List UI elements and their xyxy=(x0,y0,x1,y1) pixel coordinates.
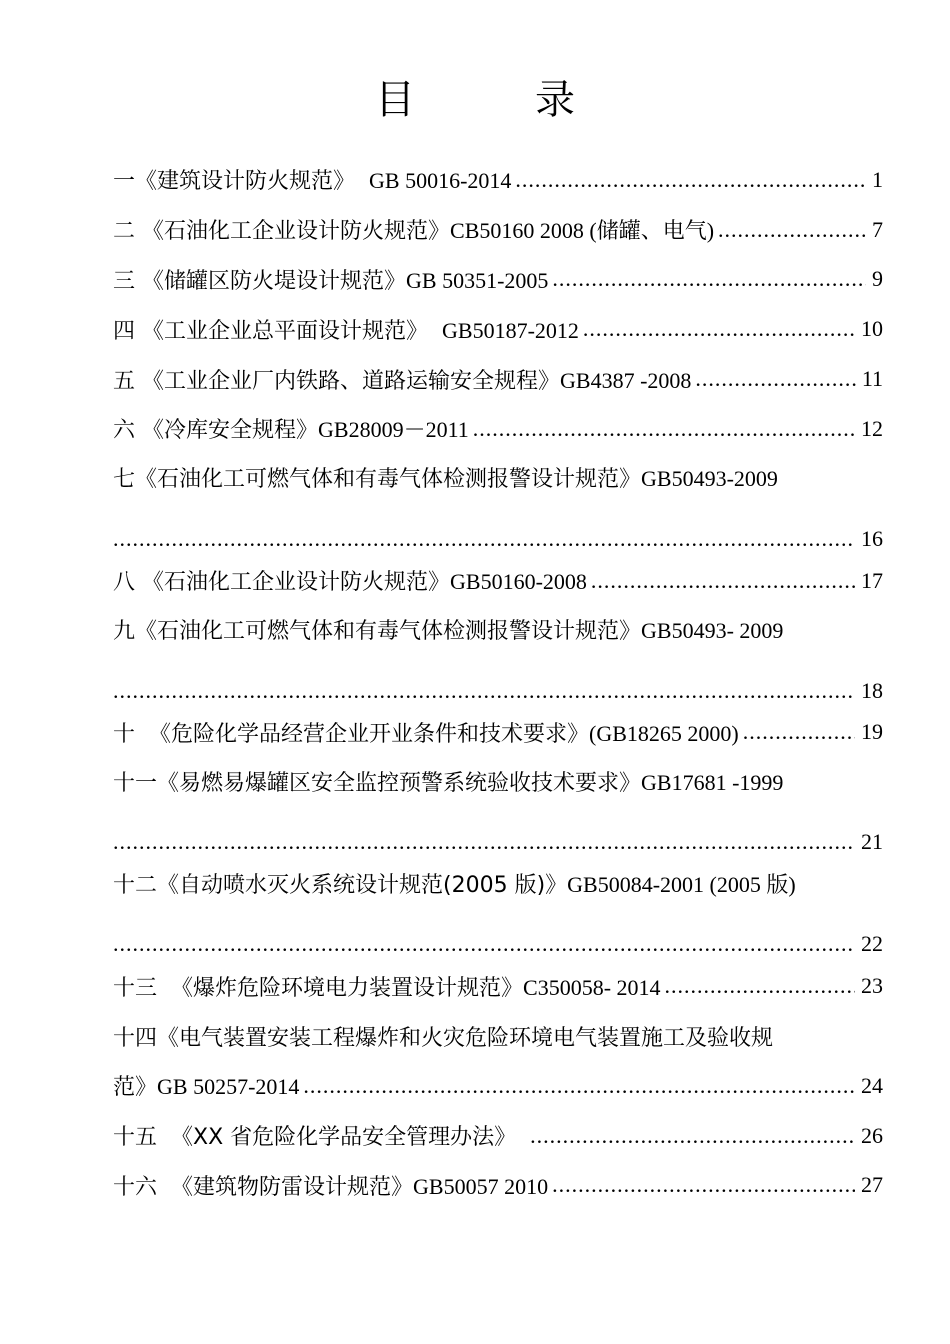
entry-name: 《石油化工可燃气体和有毒气体检测报警设计规范》 xyxy=(135,467,642,493)
entry-number: 二 xyxy=(113,219,136,245)
dot-leader xyxy=(473,416,855,442)
toc-entry-16[interactable] xyxy=(113,1161,883,1211)
toc-entry-11-continuation[interactable] xyxy=(113,805,883,859)
entry-ref: GB28009－2011 xyxy=(318,417,469,443)
entry-name: 《危险化学品经营企业开业条件和技术要求》 xyxy=(149,721,590,747)
entry-ref: GB17681 -1999 xyxy=(641,769,784,795)
entry-ref: (GB18265 2000) xyxy=(589,720,739,746)
entry-number: 一 xyxy=(113,169,136,195)
dot-leader xyxy=(552,266,866,292)
entry-ref: GB50187-2012 xyxy=(442,317,579,343)
entry-number: 十 xyxy=(113,721,136,747)
dot-leader xyxy=(113,931,855,957)
toc-entry-11[interactable] xyxy=(113,757,883,805)
toc-entry-14[interactable] xyxy=(113,1011,883,1061)
entry-page: 17 xyxy=(861,567,883,593)
dot-leader xyxy=(718,217,866,243)
toc-title: 目 录 xyxy=(375,77,615,123)
entry-number: 八 xyxy=(113,570,136,596)
toc-entry-7-continuation[interactable] xyxy=(113,502,883,556)
dot-leader xyxy=(583,316,855,342)
dot-leader xyxy=(113,678,855,704)
toc-entry-7[interactable] xyxy=(113,454,883,502)
entry-number: 六 xyxy=(113,418,136,444)
entry-page: 26 xyxy=(861,1122,883,1148)
entry-name: 《建筑设计防火规范》 xyxy=(135,169,356,195)
dot-leader xyxy=(515,167,866,193)
dot-leader xyxy=(665,973,855,999)
entry-ref: GB50057 2010 xyxy=(413,1173,549,1199)
entry-name: 《建筑物防雷设计规范》 xyxy=(171,1174,414,1200)
toc-entry-2[interactable] xyxy=(113,205,883,255)
entry-number: 四 xyxy=(113,318,136,344)
entry-number: 十二 xyxy=(113,872,158,898)
entry-number: 十三 xyxy=(113,975,158,1001)
entry-name: 《石油化工企业设计防火规范》 xyxy=(142,219,451,245)
entry-name: 《储罐区防火堤设计规范》 xyxy=(142,268,407,294)
toc-entry-3[interactable] xyxy=(113,255,883,305)
entry-number: 七 xyxy=(113,467,136,493)
table-of-contents xyxy=(113,155,883,1210)
entry-page: 7 xyxy=(872,216,883,242)
toc-entry-12-continuation[interactable] xyxy=(113,907,883,961)
entry-number: 十五 xyxy=(113,1125,158,1151)
entry-ref: GB 50257-2014 xyxy=(157,1074,300,1100)
entry-ref: CB50160 2008 (储罐、电气) xyxy=(450,218,715,244)
toc-entry-8[interactable] xyxy=(113,556,883,606)
dot-leader xyxy=(530,1123,855,1149)
toc-entry-13[interactable] xyxy=(113,961,883,1011)
entry-page: 12 xyxy=(861,415,883,441)
dot-leader xyxy=(113,526,855,552)
toc-entry-1[interactable] xyxy=(113,155,883,205)
entry-page: 19 xyxy=(861,719,883,745)
dot-leader xyxy=(743,719,855,745)
entry-ref: GB50084-2001 (2005 版) xyxy=(567,871,796,897)
entry-ref: GB 50016-2014 xyxy=(369,168,512,194)
entry-page: 11 xyxy=(861,366,883,392)
entry-page: 18 xyxy=(861,677,883,703)
entry-ref: GB50493- 2009 xyxy=(641,618,784,644)
entry-name: 《易燃易爆罐区安全监控预警系统验收技术要求》 xyxy=(157,770,642,796)
toc-entry-15[interactable] xyxy=(113,1111,883,1161)
entry-page: 24 xyxy=(861,1072,883,1098)
dot-leader xyxy=(591,568,855,594)
entry-name: 《石油化工可燃气体和有毒气体检测报警设计规范》 xyxy=(135,619,642,645)
entry-number: 十一 xyxy=(113,770,158,796)
toc-entry-9[interactable] xyxy=(113,606,883,654)
entry-number: 十四 xyxy=(113,1025,158,1051)
dot-leader xyxy=(113,829,855,855)
entry-number: 五 xyxy=(113,368,136,394)
entry-ref: GB50160-2008 xyxy=(450,569,587,595)
dot-leader xyxy=(303,1073,855,1099)
entry-number: 三 xyxy=(113,268,136,294)
toc-entry-4[interactable] xyxy=(113,304,883,354)
dot-leader xyxy=(695,366,855,392)
entry-name-continued: 范》 xyxy=(113,1075,158,1101)
entry-ref: GB50493-2009 xyxy=(641,466,778,492)
entry-ref: C350058- 2014 xyxy=(523,974,661,1000)
entry-page: 23 xyxy=(861,973,883,999)
entry-name: 《电气装置安装工程爆炸和火灾危险环境电气装置施工及验收规 xyxy=(157,1025,774,1051)
toc-entry-6[interactable] xyxy=(113,404,883,454)
entry-number: 十六 xyxy=(113,1174,158,1200)
entry-page: 27 xyxy=(861,1172,883,1198)
toc-entry-12[interactable] xyxy=(113,859,883,907)
dot-leader xyxy=(552,1172,855,1198)
entry-ref: GB 50351-2005 xyxy=(406,267,549,293)
entry-name: 《石油化工企业设计防火规范》 xyxy=(142,570,451,596)
entry-page: 10 xyxy=(861,316,883,342)
entry-number: 九 xyxy=(113,619,136,645)
entry-page: 16 xyxy=(861,525,883,551)
entry-page: 9 xyxy=(872,266,883,292)
entry-page: 1 xyxy=(872,166,883,192)
entry-name: 《XX 省危险化学品安全管理办法》 xyxy=(171,1125,517,1151)
toc-entry-10[interactable] xyxy=(113,708,883,758)
entry-page: 22 xyxy=(861,931,883,957)
entry-name: 《爆炸危险环境电力装置设计规范》 xyxy=(171,975,524,1001)
toc-entry-5[interactable] xyxy=(113,354,883,404)
toc-entry-9-continuation[interactable] xyxy=(113,654,883,708)
entry-name: 《工业企业总平面设计规范》 xyxy=(142,318,429,344)
entry-page: 21 xyxy=(861,829,883,855)
entry-name: 《冷库安全规程》 xyxy=(142,418,319,444)
entry-name: 《工业企业厂内铁路、道路运输安全规程》 xyxy=(142,368,561,394)
entry-ref: GB4387 -2008 xyxy=(560,367,692,393)
toc-entry-14-continuation[interactable] xyxy=(113,1061,883,1111)
entry-name: 《自动喷水灭火系统设计规范(2005 版)》 xyxy=(157,872,568,898)
